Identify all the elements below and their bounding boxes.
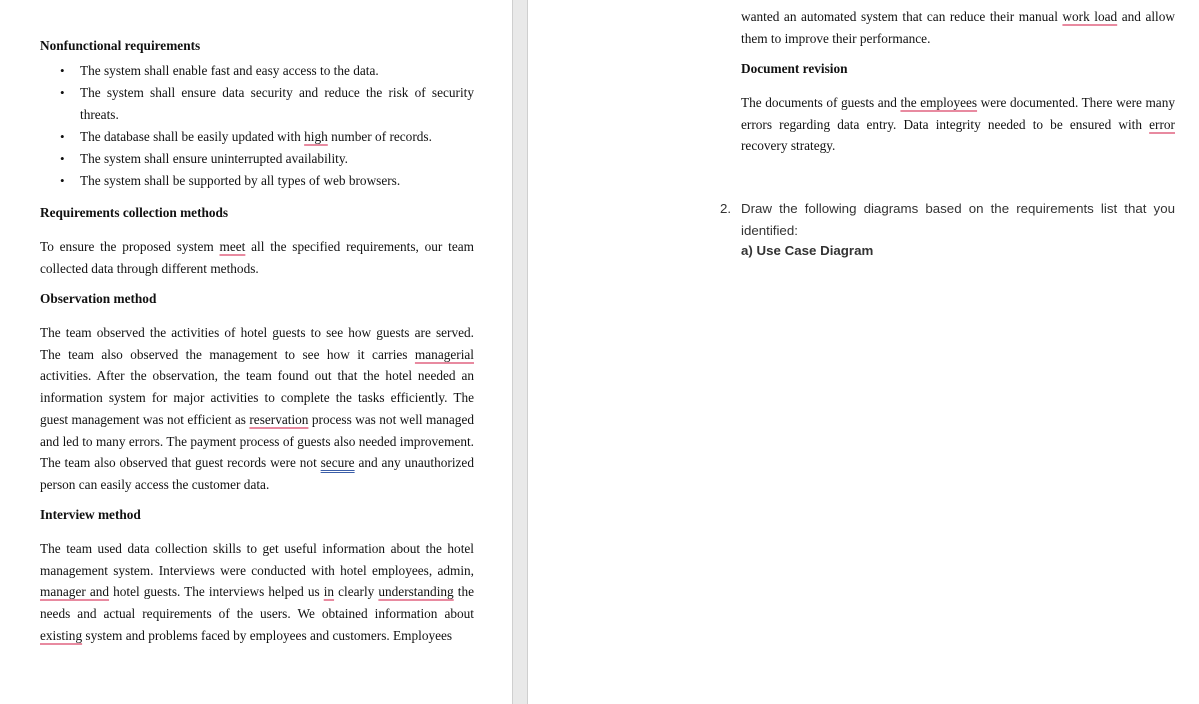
page-gap-divider (512, 0, 528, 704)
text-run: recovery strategy. (741, 138, 836, 154)
text-run: The database shall be easily updated with (80, 129, 305, 144)
text-run: system and problems faced by employees and customers. Employees (82, 627, 453, 643)
interview-paragraph (40, 538, 474, 647)
text-run: hotel guests. The interviews helped us (109, 584, 324, 600)
text-run: all the specified requirements, our team collected data through different methods. (40, 239, 474, 276)
nonfunctional-requirements-list (40, 60, 474, 192)
continued-paragraph (741, 6, 1175, 49)
observation-paragraph (40, 322, 474, 496)
use-case-diagram-subheading: a) Use Case Diagram (741, 243, 874, 258)
text-run: clearly (334, 584, 379, 600)
spelling-flag[interactable]: high (304, 129, 328, 144)
grammar-flag[interactable]: the employees (900, 95, 978, 110)
text-run: The team observed the activities of hotel guests to see how guests are served. The team also observed the management to see how it carries (40, 325, 474, 362)
text-run: and allow them to improve their performance. (741, 9, 1176, 46)
text-run: activities. After the observation, the team found out that the hotel needed an information system for major activities to complete the tasks efficiently. The guest management was not efficient as (40, 368, 474, 427)
list-item: • The system shall enable fast and easy access to the data. (40, 60, 474, 82)
text-run: were documented. There were many errors regarding data entry. Data integrity needed to be ensured with (741, 95, 1175, 132)
interview-method-heading: Interview method (40, 507, 141, 522)
spelling-flag[interactable]: work load (1062, 9, 1118, 24)
left-document-page (0, 0, 512, 704)
text-run: The documents of guests and (741, 95, 901, 110)
spelling-flag[interactable]: manager and (40, 584, 110, 600)
question-text: Draw the following diagrams based on the requirements list that you identified: (741, 201, 1175, 238)
text-run: process was not well managed and led to many errors. The payment process of guests also needed improvement. The team also observed that guest records were not (40, 411, 474, 471)
observation-method-heading: Observation method (40, 291, 157, 306)
text-run: and any unauthorized person can easily access the customer data. (40, 455, 474, 492)
text-run: To ensure the proposed system (40, 239, 220, 254)
numbered-question (720, 198, 1175, 242)
grammar-flag[interactable]: meet (219, 239, 246, 254)
text-run: the needs and actual requirements of the users. We obtained information about (40, 584, 475, 622)
list-item: • The system shall be supported by all types of web browsers. (40, 170, 474, 192)
grammar-flag[interactable]: secure (320, 455, 355, 471)
requirements-collection-paragraph (40, 236, 474, 279)
grammar-flag[interactable]: existing (40, 627, 83, 643)
text-run: The team used data collection skills to get useful information about the hotel management system. Interviews were conducted with hotel employees, admin, (40, 541, 474, 578)
requirements-collection-heading: Requirements collection methods (40, 205, 229, 220)
text-run: wanted an automated system that can reduce their manual (741, 9, 1063, 24)
list-item: • The system shall ensure uninterrupted availability. (40, 148, 474, 170)
grammar-flag[interactable]: understanding (378, 584, 454, 600)
list-item (40, 126, 474, 148)
spelling-flag[interactable]: managerial (414, 346, 474, 362)
grammar-flag[interactable]: error (1149, 116, 1175, 132)
spelling-flag[interactable]: reservation (249, 411, 309, 427)
grammar-flag[interactable]: in (323, 584, 335, 600)
document-revision-paragraph (741, 92, 1175, 157)
list-item: • The system shall ensure data security and reduce the risk of security threats. (40, 82, 474, 126)
question-number: 2. (720, 201, 732, 216)
nonfunctional-requirements-heading: Nonfunctional requirements (40, 38, 201, 53)
text-run: number of records. (327, 129, 432, 144)
document-revision-heading: Document revision (741, 61, 848, 76)
